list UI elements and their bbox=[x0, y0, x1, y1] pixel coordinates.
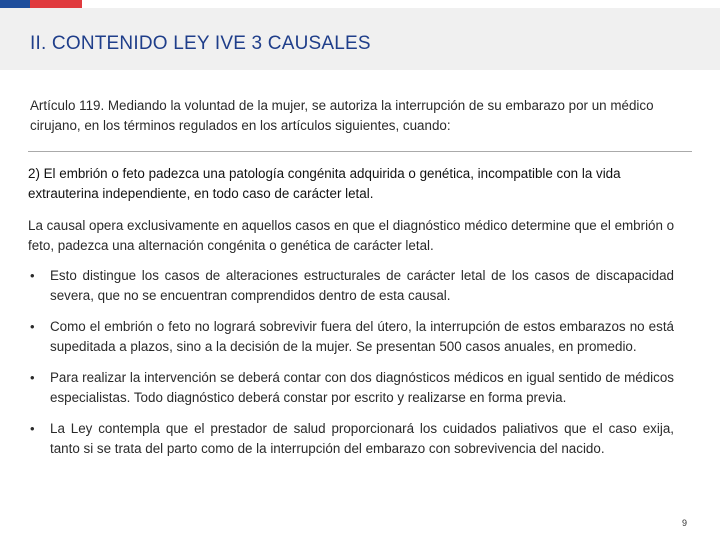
brand-bar-red bbox=[30, 0, 82, 8]
bullet-text: Para realizar la intervención se deberá contar con dos diagnósticos médicos en igual sentido de médicos especialistas. Todo diagnóstico deberá constar por escrito y realizarse en forma previa. bbox=[50, 370, 674, 405]
page-number: 9 bbox=[682, 518, 688, 528]
causal-statement: 2) El embrión o feto padezca una patología congénita adquirida o genética, incompatible con la vida extrauterina independiente, en todo caso de carácter letal. bbox=[28, 166, 621, 201]
bullet-text: Como el embrión o feto no logrará sobrevivir fuera del útero, la interrupción de estos embarazos no está supeditada a plazos, sino a la decisión de la mujer. Se presentan 500 casos anuales, en promedio. bbox=[50, 319, 674, 354]
article-intro: Artículo 119. Mediando la voluntad de la mujer, se autoriza la interrupción de su embarazo por un médico cirujano, en los términos regulados en los artículos siguientes, cuando: bbox=[30, 98, 654, 133]
bullet-dot-icon: • bbox=[30, 319, 35, 334]
bullet-item bbox=[28, 266, 674, 305]
bullet-dot-icon: • bbox=[30, 268, 35, 283]
section-divider bbox=[28, 151, 692, 152]
bullet-item bbox=[28, 419, 674, 458]
causal-explanation: La causal opera exclusivamente en aquellos casos en que el diagnóstico médico determine que el embrión o feto, padezca una alternación congénita o genética de carácter letal. bbox=[28, 218, 675, 253]
bullet-text: La Ley contempla que el prestador de salud proporcionará los cuidados paliativos que el caso exija, tanto si se trata del parto como de la interrupción del embarazo con sobrevivencia del nacido. bbox=[50, 421, 674, 456]
bullet-item bbox=[28, 317, 674, 356]
bullet-list bbox=[28, 266, 674, 470]
brand-bar-blue bbox=[0, 0, 30, 8]
slide-title: II. CONTENIDO LEY IVE 3 CAUSALES bbox=[30, 33, 371, 54]
bullet-text: Esto distingue los casos de alteraciones estructurales de carácter letal de los casos de discapacidad severa, que no se encuentran comprendidos dentro de esta causal. bbox=[50, 268, 674, 303]
bullet-dot-icon: • bbox=[30, 421, 35, 436]
bullet-item bbox=[28, 368, 674, 407]
brand-color-bar bbox=[0, 0, 720, 8]
slide-header bbox=[0, 8, 720, 70]
bullet-dot-icon: • bbox=[30, 370, 35, 385]
